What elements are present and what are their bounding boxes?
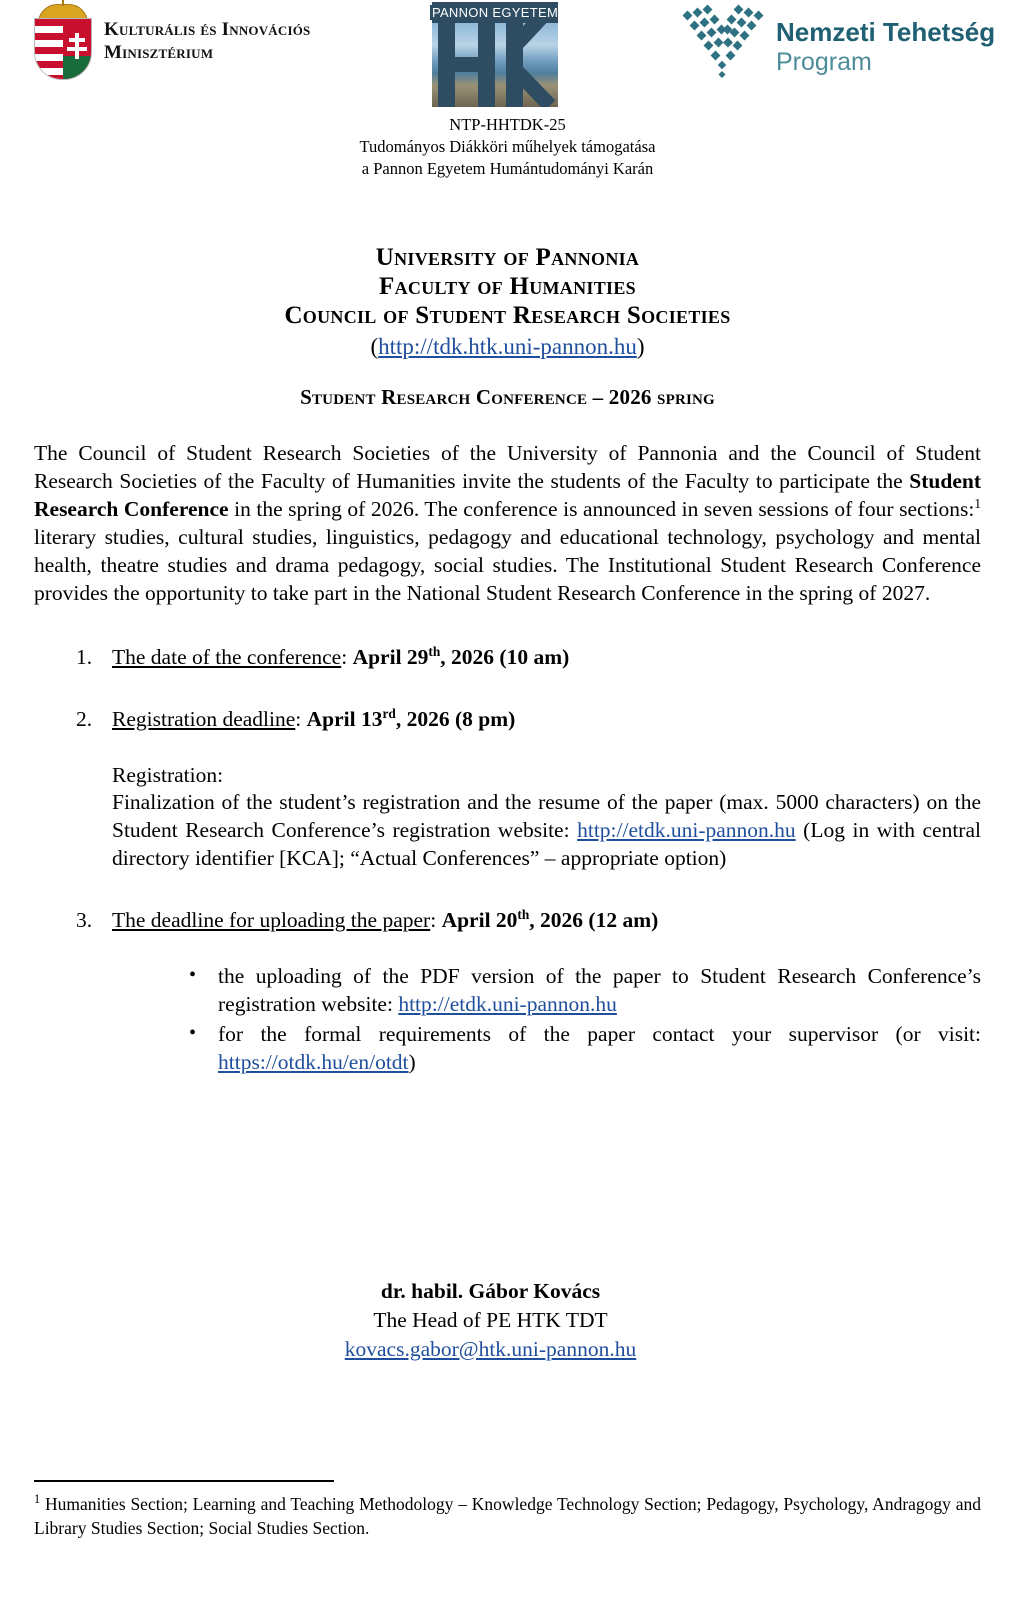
- item2-date-ordinal: rd: [382, 705, 396, 721]
- footnote-marker: 1: [34, 1492, 41, 1507]
- bullet2-text: for the formal requirements of the paper contact your supervisor (or visit:: [218, 1022, 981, 1047]
- footnote-body: Humanities Section; Learning and Teaching Methodology – Knowledge Technology Section; Pedagogy, Psychology, Andragogy and Library Studies Section; Social Studies Section.: [34, 1494, 981, 1538]
- intro-paragraph: [34, 440, 981, 608]
- grant-caption-line3: a Pannon Egyetem Humántudományi Karán: [361, 159, 654, 179]
- list-item-registration-deadline: [34, 706, 981, 734]
- list-number-3: 3.: [76, 908, 93, 933]
- item2-label: Registration deadline: [112, 706, 296, 731]
- hk-letterforms: [432, 23, 558, 107]
- signatory-name: dr. habil. Gábor Kovács: [380, 1279, 601, 1303]
- document-body: [34, 440, 981, 1077]
- title-council: Council of Student Research Societies: [284, 302, 731, 329]
- double-cross-icon: [75, 33, 79, 59]
- shield-stripes: [35, 19, 63, 79]
- paren-close: ): [636, 334, 645, 359]
- registration-text-before: Finalization of the student’s registration and the resume of the paper (max. 5000 characters) on the Student Research Conference’s registration website:: [112, 790, 981, 843]
- etdk-upload-link[interactable]: http://etdk.uni-pannon.hu: [398, 992, 617, 1017]
- registration-details: [112, 762, 981, 874]
- nemzeti-tehetseg-program-logo: [680, 4, 995, 90]
- registration-text-after: (Log in with central directory identifier [KCA]; “Actual Conferences” – appropriate option): [112, 818, 981, 871]
- egyetem-word: EGYETEM: [492, 5, 559, 20]
- bullet-upload-pdf: [181, 963, 981, 1019]
- grant-caption: [0, 114, 1015, 180]
- list-item-upload-deadline: [34, 907, 981, 935]
- numbered-list: [34, 644, 981, 1077]
- conference-subtitle: Student Research Conference – 2026 spring: [300, 385, 715, 409]
- item2-colon: :: [295, 706, 307, 731]
- title-faculty: Faculty of Humanities: [379, 273, 636, 300]
- document-title-block: [0, 243, 1015, 362]
- etdk-registration-link[interactable]: http://etdk.uni-pannon.hu: [577, 818, 796, 843]
- header-logo-row: [0, 0, 1015, 112]
- footnote-separator: [34, 1480, 334, 1482]
- registration-heading: Registration:: [112, 762, 224, 787]
- item1-date-ordinal: th: [428, 643, 441, 659]
- item1-label: The date of the conference: [112, 644, 342, 669]
- ntp-line1: Nemzeti Tehetség: [776, 17, 996, 48]
- item2-date-post: , 2026 (8 pm): [395, 706, 516, 731]
- list-item-date: [34, 644, 981, 672]
- ntp-line2: Program: [776, 47, 872, 76]
- item3-date: [442, 908, 659, 932]
- item3-date-pre: April 20: [441, 908, 518, 933]
- signatory-role: The Head of PE HTK TDT: [373, 1307, 608, 1332]
- title-url-wrap: [0, 332, 1015, 362]
- signature-block: [0, 1277, 981, 1363]
- hungarian-coat-of-arms-icon: [34, 4, 90, 78]
- ministry-logo: [34, 4, 311, 78]
- hk-photo-background: [432, 23, 558, 107]
- shield-shape: [34, 18, 92, 80]
- bullet-list: [181, 963, 981, 1077]
- ministry-name-line1: Kulturális és Innovációs: [104, 18, 311, 40]
- signatory-email-link[interactable]: kovacs.gabor@htk.uni-pannon.hu: [344, 1336, 637, 1361]
- intro-part3: literary studies, cultural studies, linguistics, pedagogy and educational technology, psychology and mental health, theatre studies and drama pedagogy, social studies. The Institutional Student Research Conference provides the opportunity to take part in the National Student Research Conference in the spring of 2027.: [34, 524, 981, 605]
- tdk-website-link[interactable]: http://tdk.htk.uni-pannon.hu: [378, 334, 637, 359]
- ministry-name: [104, 18, 311, 64]
- pannon-hk-logo: [428, 2, 558, 107]
- bullet1-text: the uploading of the PDF version of the paper to Student Research Conference’s registration website:: [218, 964, 981, 1017]
- intro-part1: The Council of Student Research Societies of the University of Pannonia and the Council of Student Research Societies of the Faculty of Humanities invite the students of the Faculty to participate the: [34, 441, 981, 493]
- intro-part2: in the spring of 2026. The conference is announced in seven sessions of four sections:: [228, 496, 975, 521]
- pannon-egyetem-bar: [432, 2, 558, 23]
- list-number-2: 2.: [76, 706, 93, 731]
- grant-code: NTP-HHTDK-25: [449, 115, 566, 134]
- title-university: University of Pannonia: [375, 244, 640, 271]
- list-number-1: 1.: [76, 644, 93, 669]
- bullet2-tail: ): [408, 1050, 416, 1074]
- grant-caption-line2: Tudományos Diákköri műhelyek támogatása: [359, 137, 656, 157]
- registration-paragraph: [112, 789, 981, 873]
- item2-date: [307, 707, 516, 731]
- signatory-email-wrap: [0, 1335, 981, 1364]
- intro-bold-conference: Student Research Conference: [34, 468, 981, 521]
- item1-date-pre: April 29: [352, 644, 429, 669]
- footnote-marker-ref: 1: [974, 495, 981, 511]
- item3-colon: :: [430, 908, 442, 933]
- item1-date: [353, 645, 570, 669]
- paren-open: (: [370, 334, 379, 359]
- chevron-diamond-mark-icon: [680, 4, 766, 90]
- ministry-name-line2: Minisztérium: [104, 42, 214, 63]
- item3-date-ordinal: th: [517, 907, 530, 923]
- bullet-formal-requirements: [181, 1021, 981, 1077]
- footnote-text: [34, 1493, 981, 1541]
- item1-date-post: , 2026 (10 am): [440, 644, 570, 669]
- otdk-requirements-link[interactable]: https://otdk.hu/en/otdt: [218, 1050, 409, 1074]
- ntp-wordmark: [776, 18, 995, 75]
- item1-colon: :: [341, 644, 353, 669]
- item3-date-post: , 2026 (12 am): [529, 908, 659, 933]
- item3-label: The deadline for uploading the paper: [112, 908, 431, 933]
- pannon-word: PANNON: [431, 5, 489, 20]
- item2-date-pre: April 13: [306, 706, 383, 731]
